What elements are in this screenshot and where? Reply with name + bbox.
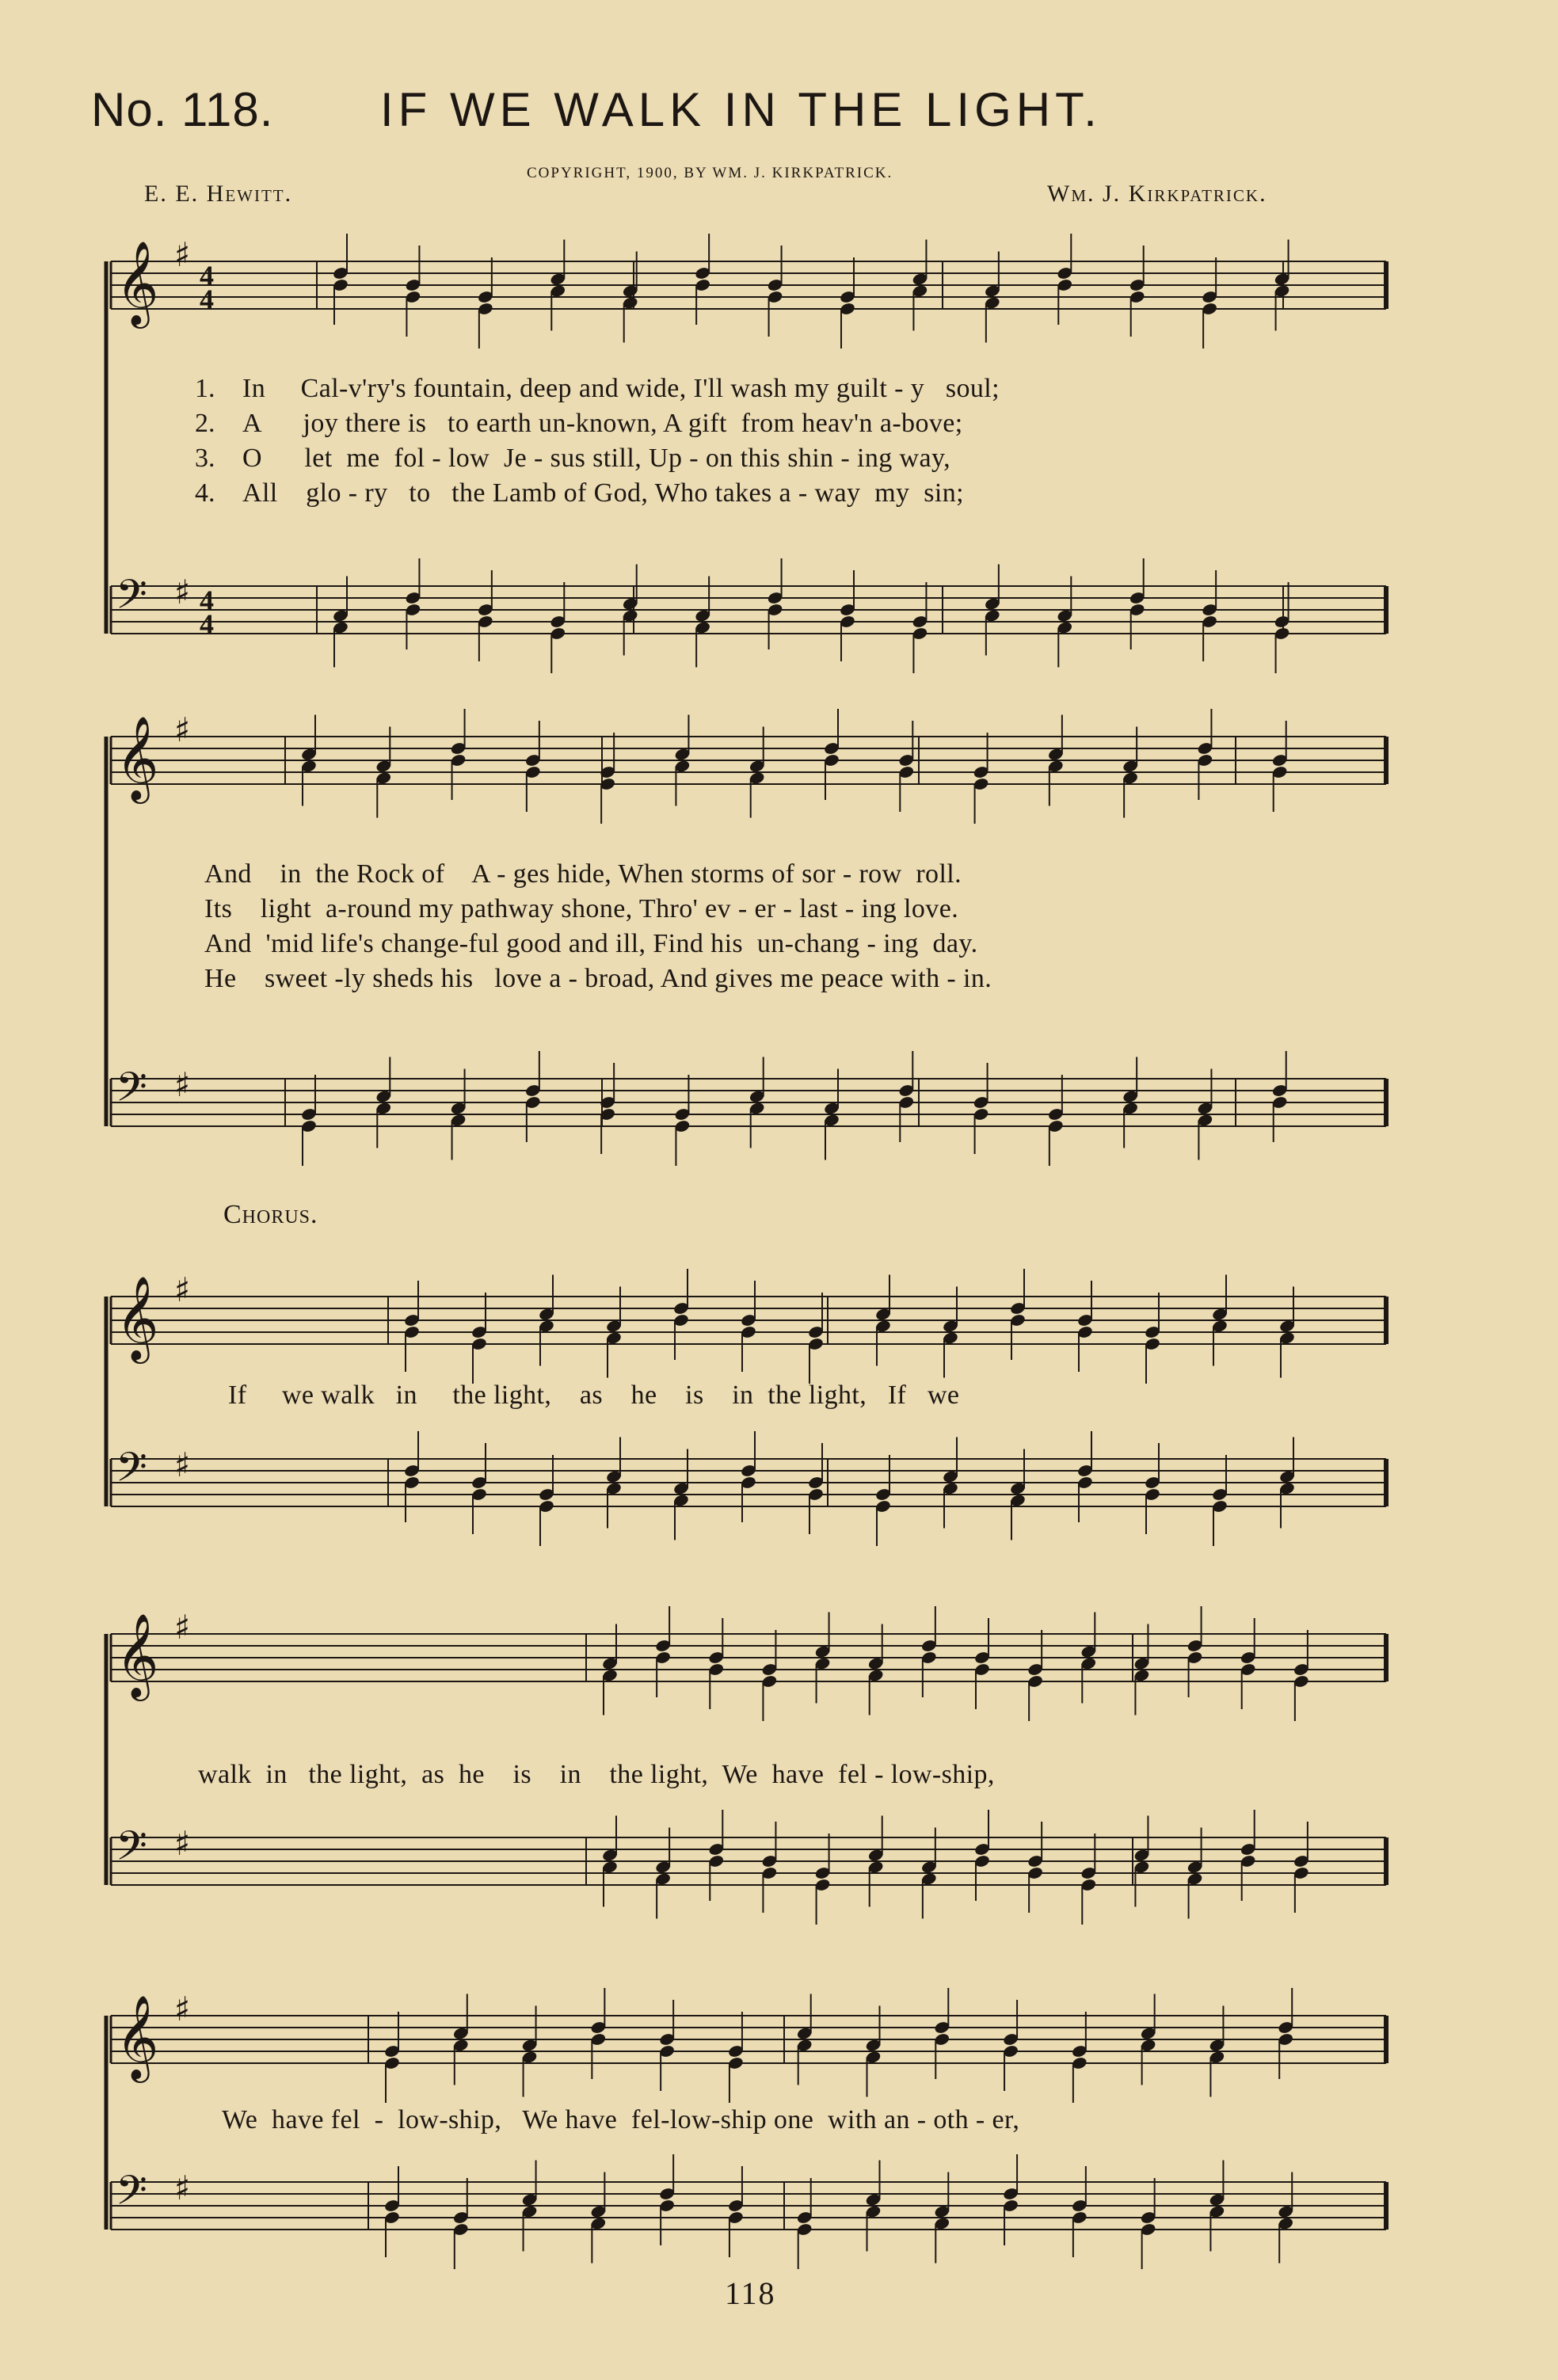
bass-clef-icon: 𝄢 xyxy=(116,1443,147,1501)
verse-1-line-2: And in the Rock of A - ges hide, When storms of sor - row roll. xyxy=(204,859,962,889)
bass-clef-icon: 𝄢 xyxy=(116,1063,147,1121)
chorus-label: Chorus. xyxy=(223,1200,318,1229)
copyright-notice: COPYRIGHT, 1900, BY WM. J. KIRKPATRICK. xyxy=(527,165,893,181)
time-signature-bottom: 4 xyxy=(200,284,214,315)
treble-clef-icon: 𝄞 xyxy=(116,240,159,325)
verse-number: 1. xyxy=(195,374,215,403)
bass-clef-icon: 𝄢 xyxy=(116,1822,147,1879)
verse-2-line-1: A joy there is to earth un-known, A gift from heav'n a-bove; xyxy=(242,409,963,438)
hymn-title: IF WE WALK IN THE LIGHT. xyxy=(380,83,1102,136)
key-sharp-icon: ♯ xyxy=(174,1824,191,1863)
bass-clef-icon: 𝄢 xyxy=(116,2166,147,2224)
key-sharp-icon: ♯ xyxy=(174,235,191,274)
verse-number: 3. xyxy=(195,444,215,473)
chorus-line-3: We have fel - low-ship, We have fel-low-ship one with an - oth - er, xyxy=(222,2105,1020,2134)
verse-number: 4. xyxy=(195,478,215,508)
time-signature-bottom: 4 xyxy=(200,608,214,640)
key-sharp-icon: ♯ xyxy=(174,1990,191,2028)
verse-number: 2. xyxy=(195,409,215,438)
verse-2-line-2: Its light a-round my pathway shone, Thro' ev - er - last - ing love. xyxy=(204,894,959,923)
composer-credit: Wm. J. Kirkpatrick. xyxy=(1047,181,1267,207)
bass-clef-icon: 𝄢 xyxy=(116,570,147,628)
time-signature-top: 4 xyxy=(200,260,214,291)
verse-3-line-1: O let me fol - low Je - sus still, Up - on this shin - ing way, xyxy=(242,444,951,473)
key-sharp-icon: ♯ xyxy=(174,2169,191,2207)
hymn-number: No. 118. xyxy=(91,83,274,136)
key-sharp-icon: ♯ xyxy=(174,573,191,611)
verse-4-line-1: All glo - ry to the Lamb of God, Who takes a - way my sin; xyxy=(242,478,964,508)
treble-clef-icon: 𝄞 xyxy=(116,715,159,800)
chorus-line-1: If we walk in the light, as he is in the light, If we xyxy=(228,1380,960,1410)
key-sharp-icon: ♯ xyxy=(174,1270,191,1309)
page-number: 118 xyxy=(725,2275,776,2311)
key-sharp-icon: ♯ xyxy=(174,1445,191,1484)
treble-clef-icon: 𝄞 xyxy=(116,1994,159,2079)
verse-1-line-1: In Cal-v'ry's fountain, deep and wide, I'll wash my guilt - y soul; xyxy=(242,374,1000,403)
lyricist-credit: E. E. Hewitt. xyxy=(144,181,293,207)
key-sharp-icon: ♯ xyxy=(174,710,191,749)
verse-4-line-2: He sweet -ly sheds his love a - broad, And gives me peace with - in. xyxy=(204,964,992,993)
treble-clef-icon: 𝄞 xyxy=(116,1275,159,1360)
treble-clef-icon: 𝄞 xyxy=(116,1613,159,1697)
key-sharp-icon: ♯ xyxy=(174,1065,191,1104)
time-signature-top: 4 xyxy=(200,585,214,616)
verse-3-line-2: And 'mid life's change-ful good and ill, Find his un-chang - ing day. xyxy=(204,929,978,958)
key-sharp-icon: ♯ xyxy=(174,1608,191,1647)
chorus-line-2: walk in the light, as he is in the light, We have fel - low-ship, xyxy=(198,1760,995,1789)
